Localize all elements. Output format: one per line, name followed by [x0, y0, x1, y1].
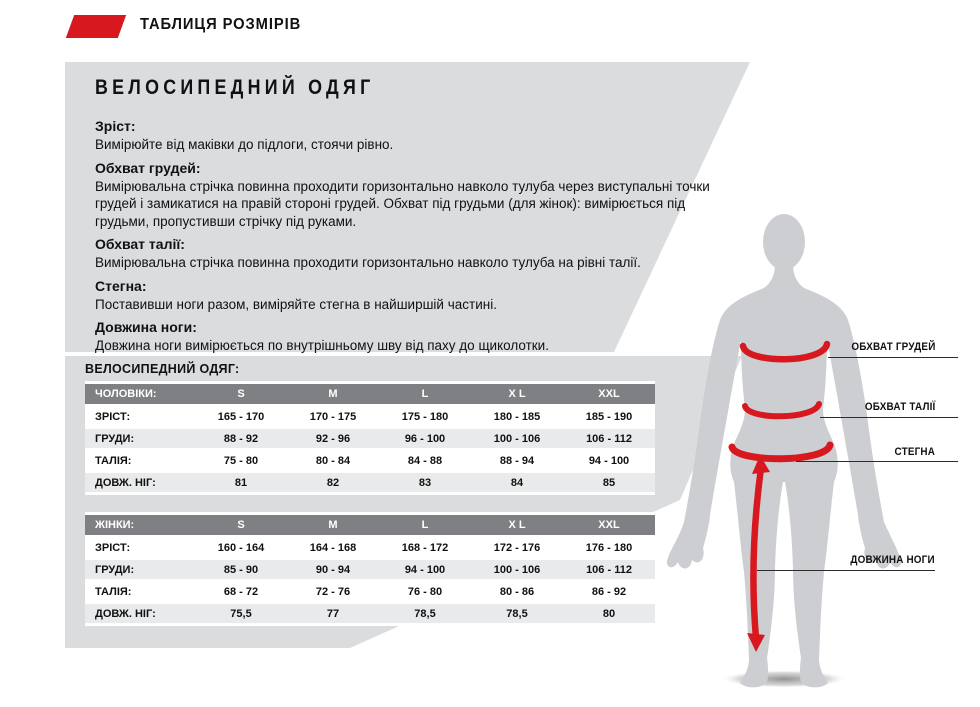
measurement-row-label: ЗРІСТ:	[95, 541, 131, 554]
size-column-header: L	[379, 515, 471, 535]
leg-length-label-text: ДОВЖИНА НОГИ	[850, 554, 935, 566]
size-column-header: X L	[471, 515, 563, 535]
measurement-value: 96 - 100	[404, 432, 446, 445]
instruction-text: Вимірюйте від маківки до підлоги, стоячи рівно.	[95, 137, 394, 152]
measurement-value: 94 - 100	[404, 563, 446, 576]
size-column-header: S	[195, 384, 287, 404]
instruction-section	[95, 278, 713, 314]
tables-caption: ВЕЛОСИПЕДНИЙ ОДЯГ:	[85, 362, 240, 376]
measurement-value: 170 - 175	[309, 410, 357, 423]
instruction-label: Стегна:	[95, 277, 147, 294]
measurement-value: 175 - 180	[401, 410, 449, 423]
size-header-row	[85, 384, 655, 404]
instruction-section	[95, 160, 713, 231]
instruction-section	[95, 236, 713, 272]
table-group-header: ЖІНКИ:	[85, 515, 195, 535]
instruction-label: Зріст:	[95, 118, 136, 134]
hips-label	[890, 446, 935, 458]
size-table	[85, 512, 655, 626]
measurement-row-label: ГРУДИ:	[95, 563, 135, 576]
measurement-value: 68 - 72	[223, 585, 259, 598]
waist-label-text: ОБХВАТ ТАЛІЇ	[864, 401, 935, 413]
measurement-value: 165 - 170	[217, 410, 265, 423]
size-column-header: XXL	[563, 384, 655, 404]
instruction-label: Обхват талії:	[95, 236, 185, 252]
measurement-value: 100 - 106	[493, 432, 541, 445]
measurement-row-label: ТАЛІЯ:	[95, 454, 132, 467]
instruction-text: Вимірювальна стрічка повинна проходити горизонтально навколо тулуба на рівні талії.	[95, 255, 641, 270]
page-title: ТАБЛИЦЯ РОЗМІРІВ	[140, 16, 302, 33]
measurement-value: 92 - 96	[315, 432, 351, 445]
waist-label	[857, 401, 935, 413]
measurement-value: 160 - 164	[217, 541, 265, 554]
brand-logo-parallelogram	[66, 15, 126, 38]
chest-leader-line	[828, 357, 958, 358]
measurement-value: 168 - 172	[401, 541, 449, 554]
chest-label-text: ОБХВАТ ГРУДЕЙ	[850, 341, 935, 353]
leg-length-label	[841, 554, 935, 566]
measurement-row-label: ДОВЖ. НІГ:	[95, 607, 156, 620]
measurement-value: 164 - 168	[309, 541, 357, 554]
size-table-wrap	[85, 381, 655, 495]
table-group-header: ЧОЛОВІКИ:	[85, 384, 195, 404]
size-table-wrap	[85, 512, 655, 626]
measurement-row-label: ТАЛІЯ:	[95, 585, 132, 598]
size-column-header: S	[195, 515, 287, 535]
instruction-list	[95, 118, 713, 355]
measurement-row	[85, 560, 655, 579]
measurement-value: 172 - 176	[493, 541, 541, 554]
measurement-value: 86 - 92	[591, 585, 627, 598]
measurement-value: 75 - 80	[223, 454, 259, 467]
waist-leader-line	[820, 417, 958, 418]
measurement-value: 84 - 88	[407, 454, 443, 467]
measurement-value: 85 - 90	[223, 563, 259, 576]
instruction-text: Поставивши ноги разом, виміряйте стегна в найширшій частині.	[95, 296, 497, 312]
measurement-value: 77	[326, 607, 340, 620]
measurement-row	[85, 429, 655, 448]
size-column-header: L	[379, 384, 471, 404]
size-column-header: XXL	[563, 515, 655, 535]
size-column-header: M	[287, 384, 379, 404]
measurement-value: 185 - 190	[585, 410, 633, 423]
size-header-row	[85, 515, 655, 535]
measurement-row-label: ЗРІСТ:	[95, 410, 131, 423]
instruction-text: Вимірювальна стрічка повинна проходити горизонтально навколо тулуба через виступальні точки грудей і замикатися на правій стороні грудей. Обхват під грудьми (для жінок): вимірюється під грудьми, пропустивши стрічку під руками.	[95, 178, 710, 229]
instruction-section	[95, 319, 713, 355]
measurement-value: 76 - 80	[407, 585, 443, 598]
measurement-value: 106 - 112	[586, 432, 632, 445]
instruction-text: Довжина ноги вимірюється по внутрішньому шву від паху до щиколотки.	[95, 338, 549, 353]
chest-label	[842, 341, 935, 353]
measurement-row	[85, 582, 655, 601]
size-tables	[85, 362, 655, 626]
leg-leader-line	[757, 570, 935, 571]
measurement-value: 88 - 92	[223, 432, 259, 445]
measurement-value: 80 - 86	[499, 585, 535, 598]
measurement-value: 94 - 100	[588, 454, 630, 467]
measurement-value: 78,5	[414, 607, 436, 620]
size-column-header: M	[287, 515, 379, 535]
measurement-value: 72 - 76	[315, 585, 351, 598]
measurement-row-label: ГРУДИ:	[95, 432, 135, 445]
measurement-row	[85, 451, 655, 470]
measurement-value: 90 - 94	[315, 563, 351, 576]
measurement-value: 81	[234, 476, 248, 489]
size-column-header: X L	[471, 384, 563, 404]
measurement-value: 180 - 185	[493, 410, 541, 423]
floor-shadow	[720, 670, 848, 688]
measurement-value: 106 - 112	[586, 563, 632, 576]
measurement-value: 84	[510, 476, 524, 489]
hips-label-text: СТЕГНА	[894, 446, 935, 458]
measurement-row	[85, 604, 655, 623]
hips-leader-line	[796, 461, 958, 462]
instruction-label: Довжина ноги:	[95, 319, 197, 335]
measurement-value: 85	[602, 476, 616, 489]
measurement-value: 80 - 84	[315, 454, 351, 467]
measurement-value: 80	[602, 607, 616, 620]
measurement-value: 176 - 180	[585, 541, 633, 554]
section-title: ВЕЛОСИПЕДНИЙ ОДЯГ	[95, 76, 375, 99]
measurement-row	[85, 473, 655, 492]
measurement-row-label: ДОВЖ. НІГ:	[95, 476, 156, 489]
measurement-row	[85, 538, 655, 557]
instruction-label: Обхват грудей:	[95, 159, 201, 176]
measurement-value: 82	[326, 476, 340, 489]
measurement-value: 78,5	[506, 607, 528, 620]
measurement-value: 75,5	[230, 607, 252, 620]
measurement-value: 88 - 94	[499, 454, 535, 467]
measurement-value: 83	[418, 476, 432, 489]
measurement-row	[85, 407, 655, 426]
body-silhouette-figure	[648, 210, 928, 700]
measuring-instructions	[95, 76, 713, 355]
instruction-section	[95, 118, 713, 154]
measurement-value: 100 - 106	[493, 563, 541, 576]
human-silhouette	[667, 214, 901, 687]
size-table	[85, 381, 655, 495]
